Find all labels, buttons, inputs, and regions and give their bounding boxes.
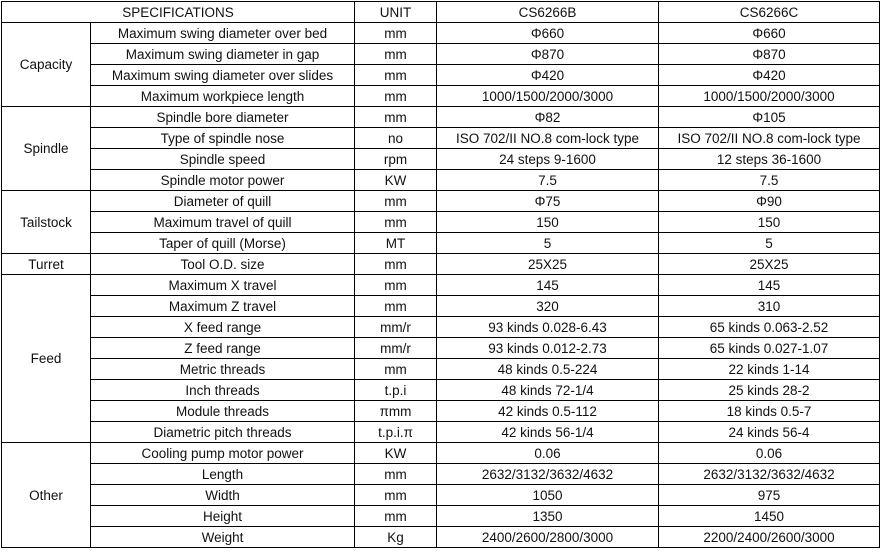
spec-value-c: 145: [659, 275, 880, 296]
spec-value-c: Φ420: [659, 65, 880, 86]
specifications-table: [1, 1, 880, 548]
spec-name: Cooling pump motor power: [91, 443, 355, 464]
spec-value-c: 25X25: [659, 254, 880, 275]
table-row: [2, 296, 880, 317]
spec-unit: mm: [355, 359, 437, 380]
spec-name: Diametric pitch threads: [91, 422, 355, 443]
spec-name: Weight: [91, 527, 355, 548]
spec-value-c: 975: [659, 485, 880, 506]
spec-value-b: 48 kinds 0.5-224: [437, 359, 659, 380]
spec-value-c: 150: [659, 212, 880, 233]
spec-value-c: 25 kinds 28-2: [659, 380, 880, 401]
spec-value-c: 65 kinds 0.063-2.52: [659, 317, 880, 338]
spec-value-c: 7.5: [659, 170, 880, 191]
spec-value-c: 2200/2400/2600/3000: [659, 527, 880, 548]
group-label-turret: Turret: [2, 254, 91, 275]
spec-name: Tool O.D. size: [91, 254, 355, 275]
spec-value-c: 65 kinds 0.027-1.07: [659, 338, 880, 359]
spec-unit: mm: [355, 464, 437, 485]
table-row: [2, 275, 880, 296]
spec-value-b: Φ420: [437, 65, 659, 86]
spec-name: Maximum Z travel: [91, 296, 355, 317]
spec-value-c: 310: [659, 296, 880, 317]
spec-value-b: 24 steps 9-1600: [437, 149, 659, 170]
spec-unit: mm: [355, 212, 437, 233]
spec-unit: mm: [355, 65, 437, 86]
table-row: [2, 65, 880, 86]
spec-name: Spindle motor power: [91, 170, 355, 191]
spec-value-b: 1350: [437, 506, 659, 527]
table-row: [2, 191, 880, 212]
spec-unit: mm: [355, 86, 437, 107]
spec-value-c: Φ870: [659, 44, 880, 65]
spec-value-c: Φ660: [659, 23, 880, 44]
table-row: [2, 443, 880, 464]
spec-name: Height: [91, 506, 355, 527]
spec-name: Inch threads: [91, 380, 355, 401]
spec-value-c: 22 kinds 1-14: [659, 359, 880, 380]
spec-value-c: 12 steps 36-1600: [659, 149, 880, 170]
spec-name: Maximum travel of quill: [91, 212, 355, 233]
spec-unit: πmm: [355, 401, 437, 422]
spec-value-b: 42 kinds 56-1/4: [437, 422, 659, 443]
table-row: [2, 422, 880, 443]
table-row: [2, 107, 880, 128]
spec-name: X feed range: [91, 317, 355, 338]
spec-unit: rpm: [355, 149, 437, 170]
spec-value-b: 150: [437, 212, 659, 233]
spec-value-b: 7.5: [437, 170, 659, 191]
spec-unit: mm: [355, 191, 437, 212]
spec-unit: mm/r: [355, 338, 437, 359]
header-model-c: CS6266C: [659, 2, 880, 23]
spec-unit: mm: [355, 485, 437, 506]
table-row: [2, 401, 880, 422]
table-row: [2, 380, 880, 401]
spec-unit: mm/r: [355, 317, 437, 338]
header-unit: UNIT: [355, 2, 437, 23]
spec-name: Spindle bore diameter: [91, 107, 355, 128]
group-label-tailstock: Tailstock: [2, 191, 91, 254]
spec-name: Taper of quill (Morse): [91, 233, 355, 254]
table-row: [2, 44, 880, 65]
table-row: [2, 485, 880, 506]
spec-value-b: 0.06: [437, 443, 659, 464]
group-label-capacity: Capacity: [2, 23, 91, 107]
spec-value-c: 5: [659, 233, 880, 254]
spec-name: Maximum swing diameter in gap: [91, 44, 355, 65]
table-row: [2, 128, 880, 149]
spec-value-b: 93 kinds 0.012-2.73: [437, 338, 659, 359]
spec-unit: mm: [355, 275, 437, 296]
spec-value-b: 2632/3132/3632/4632: [437, 464, 659, 485]
spec-value-c: 0.06: [659, 443, 880, 464]
spec-name: Metric threads: [91, 359, 355, 380]
table-row: [2, 338, 880, 359]
spec-name: Maximum swing diameter over slides: [91, 65, 355, 86]
spec-value-b: 25X25: [437, 254, 659, 275]
spec-name: Maximum workpiece length: [91, 86, 355, 107]
spec-unit: KW: [355, 170, 437, 191]
spec-unit: mm: [355, 107, 437, 128]
spec-value-c: 2632/3132/3632/4632: [659, 464, 880, 485]
table-row: [2, 212, 880, 233]
header-row: [2, 2, 880, 23]
spec-value-b: 1000/1500/2000/3000: [437, 86, 659, 107]
group-label-feed: Feed: [2, 275, 91, 443]
table-row: [2, 149, 880, 170]
spec-name: Module threads: [91, 401, 355, 422]
spec-value-c: ISO 702/II NO.8 com-lock type: [659, 128, 880, 149]
spec-value-b: 42 kinds 0.5-112: [437, 401, 659, 422]
spec-value-c: 1000/1500/2000/3000: [659, 86, 880, 107]
table-row: [2, 527, 880, 548]
spec-value-b: Φ660: [437, 23, 659, 44]
spec-unit: mm: [355, 44, 437, 65]
spec-unit: mm: [355, 23, 437, 44]
spec-value-b: Φ75: [437, 191, 659, 212]
spec-value-b: ISO 702/II NO.8 com-lock type: [437, 128, 659, 149]
spec-value-b: 145: [437, 275, 659, 296]
spec-name: Z feed range: [91, 338, 355, 359]
spec-value-c: 18 kinds 0.5-7: [659, 401, 880, 422]
table-row: [2, 317, 880, 338]
table-row: [2, 254, 880, 275]
spec-value-b: 2400/2600/2800/3000: [437, 527, 659, 548]
spec-value-c: 1450: [659, 506, 880, 527]
header-specifications: SPECIFICATIONS: [2, 2, 355, 23]
header-model-b: CS6266B: [437, 2, 659, 23]
group-label-other: Other: [2, 443, 91, 548]
spec-name: Maximum X travel: [91, 275, 355, 296]
spec-value-b: Φ82: [437, 107, 659, 128]
table-row: [2, 464, 880, 485]
spec-value-b: 5: [437, 233, 659, 254]
spec-value-b: 93 kinds 0.028-6.43: [437, 317, 659, 338]
spec-value-b: 1050: [437, 485, 659, 506]
spec-name: Diameter of quill: [91, 191, 355, 212]
spec-name: Width: [91, 485, 355, 506]
group-label-spindle: Spindle: [2, 107, 91, 191]
spec-value-c: Φ90: [659, 191, 880, 212]
table-row: [2, 233, 880, 254]
spec-unit: t.p.i: [355, 380, 437, 401]
spec-unit: t.p.i.π: [355, 422, 437, 443]
table-row: [2, 170, 880, 191]
table-row: [2, 23, 880, 44]
table-row: [2, 359, 880, 380]
spec-value-b: Φ870: [437, 44, 659, 65]
spec-value-b: 48 kinds 72-1/4: [437, 380, 659, 401]
spec-name: Maximum swing diameter over bed: [91, 23, 355, 44]
spec-name: Spindle speed: [91, 149, 355, 170]
table-row: [2, 506, 880, 527]
spec-value-b: 320: [437, 296, 659, 317]
spec-unit: MT: [355, 233, 437, 254]
spec-name: Type of spindle nose: [91, 128, 355, 149]
spec-unit: Kg: [355, 527, 437, 548]
spec-value-c: Φ105: [659, 107, 880, 128]
spec-unit: mm: [355, 254, 437, 275]
spec-unit: mm: [355, 506, 437, 527]
spec-unit: no: [355, 128, 437, 149]
spec-unit: mm: [355, 296, 437, 317]
spec-name: Length: [91, 464, 355, 485]
table-row: [2, 86, 880, 107]
spec-unit: KW: [355, 443, 437, 464]
spec-value-c: 24 kinds 56-4: [659, 422, 880, 443]
